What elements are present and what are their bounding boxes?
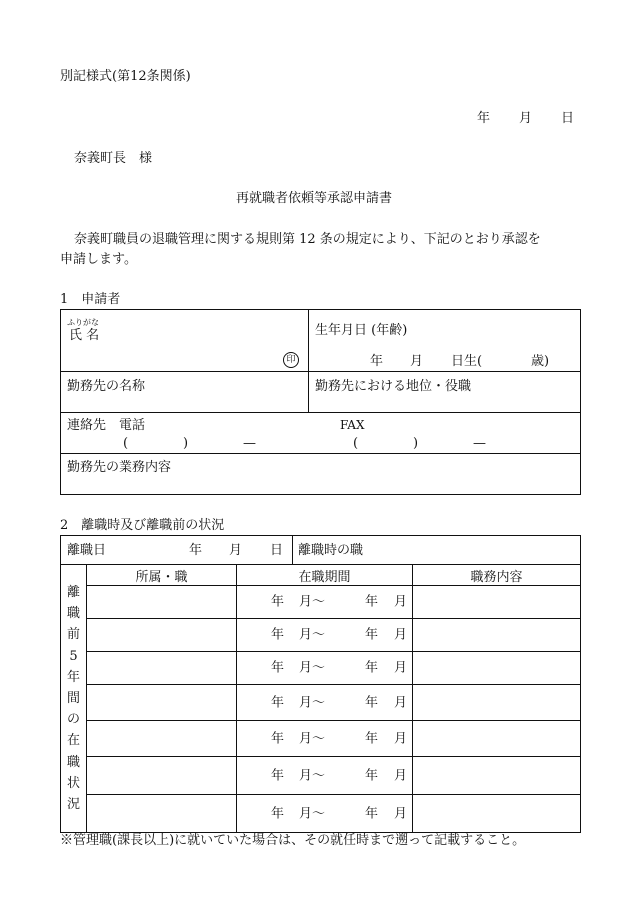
table-row	[61, 685, 581, 721]
vertical-label-char: 職	[66, 754, 80, 770]
period-start-year: 年	[271, 806, 285, 821]
period-cell[interactable]	[237, 586, 413, 619]
seal-mark: 印	[283, 352, 299, 368]
name-cell[interactable]	[61, 310, 309, 372]
contact-label: 連絡先 電話	[67, 418, 146, 433]
furigana-label: ふりがな	[67, 318, 99, 327]
vertical-label-char: 年	[66, 669, 80, 685]
employer-name-label: 勤務先の名称	[67, 379, 146, 394]
contact-cell[interactable]	[61, 413, 581, 454]
date-day: 日	[561, 111, 575, 126]
col-affiliation-header	[87, 565, 237, 586]
period-start-month: 月～	[299, 731, 326, 746]
period-start-month: 月～	[299, 806, 326, 821]
fax-open-paren: (	[353, 436, 359, 451]
duties-cell[interactable]	[413, 685, 581, 721]
date-year: 年	[477, 111, 491, 126]
affiliation-cell[interactable]	[87, 795, 237, 833]
history-table	[60, 564, 581, 833]
vertical-label-char: の	[66, 712, 80, 728]
vertical-label-char: 離	[66, 585, 80, 600]
period-start-year: 年	[271, 731, 285, 746]
period-cell[interactable]	[237, 685, 413, 721]
period-start-month: 月～	[299, 660, 326, 676]
fax-dash: —	[473, 436, 486, 451]
period-end-month: 月	[394, 627, 408, 643]
duties-cell[interactable]	[413, 757, 581, 795]
retire-date-label: 離職日	[67, 543, 107, 558]
phone-close-paren: )	[183, 436, 189, 451]
retire-post-cell[interactable]	[293, 536, 581, 565]
date-month: 月	[519, 111, 533, 126]
birth-day: 日生(	[451, 354, 483, 369]
vertical-label-char: 在	[66, 733, 80, 749]
period-start-year: 年	[271, 627, 285, 643]
period-end-year: 年	[365, 594, 379, 610]
form-reference: 別記様式(第12条関係)	[60, 69, 191, 84]
affiliation-cell[interactable]	[87, 652, 237, 685]
period-end-year: 年	[365, 695, 379, 710]
page-title: 再就職者依頼等承認申請書	[236, 191, 393, 206]
applicant-table	[60, 309, 581, 495]
period-cell[interactable]	[237, 619, 413, 652]
period-end-year: 年	[365, 731, 379, 746]
period-end-month: 月	[394, 660, 408, 676]
table-row	[61, 652, 581, 685]
birthdate-cell[interactable]	[309, 310, 581, 372]
employer-position-cell[interactable]	[309, 372, 581, 413]
period-start-month: 月～	[299, 627, 326, 643]
business-label: 勤務先の業務内容	[67, 460, 172, 475]
table-row	[61, 757, 581, 795]
retire-month: 月	[229, 543, 243, 558]
section1-heading: 1 申請者	[60, 292, 121, 307]
period-end-month: 月	[394, 594, 408, 610]
birth-month: 月	[410, 354, 424, 369]
duties-cell[interactable]	[413, 619, 581, 652]
vertical-label-char: 5	[69, 648, 78, 664]
intro-line-1: 奈義町職員の退職管理に関する規則第 12 条の規定により、下記のとおり承認を	[74, 232, 541, 247]
affiliation-cell[interactable]	[87, 685, 237, 721]
phone-dash: —	[243, 436, 256, 451]
section2-heading: 2 離職時及び離職前の状況	[60, 518, 225, 533]
duties-cell[interactable]	[413, 795, 581, 833]
vertical-label-char: 前	[66, 627, 80, 643]
name-label: 氏 名	[69, 328, 100, 343]
period-start-month: 月～	[299, 695, 326, 710]
retire-post-label: 離職時の職	[298, 543, 364, 558]
period-end-month: 月	[394, 806, 408, 821]
duties-cell[interactable]	[413, 652, 581, 685]
vertical-label-char: 職	[66, 606, 80, 622]
period-start-month: 月～	[299, 594, 326, 610]
col-duties-header	[413, 565, 581, 586]
fax-close-paren: )	[413, 436, 419, 451]
retire-day: 日	[270, 543, 284, 558]
period-cell[interactable]	[237, 652, 413, 685]
fax-label: FAX	[340, 418, 365, 432]
col-duties-label: 職務内容	[470, 569, 523, 585]
employer-position-label: 勤務先における地位・役職	[315, 379, 472, 394]
period-start-year: 年	[271, 695, 285, 710]
period-end-year: 年	[365, 660, 379, 676]
period-cell[interactable]	[237, 757, 413, 795]
affiliation-cell[interactable]	[87, 586, 237, 619]
table-row	[61, 795, 581, 833]
footnote: ※管理職(課長以上)に就いていた場合は、その就任時まで遡って記載すること。	[60, 833, 526, 848]
period-end-month: 月	[394, 768, 408, 783]
period-end-year: 年	[365, 806, 379, 821]
duties-cell[interactable]	[413, 721, 581, 757]
affiliation-cell[interactable]	[87, 721, 237, 757]
period-start-year: 年	[271, 768, 285, 783]
birth-year: 年	[370, 354, 384, 369]
birthdate-label: 生年月日 (年齢)	[315, 323, 408, 338]
addressee: 奈義町長 様	[74, 151, 153, 166]
period-end-year: 年	[365, 768, 379, 783]
table-row	[61, 586, 581, 619]
vertical-label-char: 間	[66, 690, 80, 706]
affiliation-cell[interactable]	[87, 757, 237, 795]
age-unit: 歳)	[531, 354, 550, 369]
period-start-year: 年	[271, 660, 285, 676]
retirement-table	[60, 535, 581, 565]
vertical-label-char: 況	[66, 796, 80, 812]
retire-date-cell[interactable]	[61, 536, 293, 565]
retire-year: 年	[189, 543, 203, 558]
col-period-header	[237, 565, 413, 586]
period-start-year: 年	[271, 594, 285, 610]
period-cell[interactable]	[237, 721, 413, 757]
intro-line-2: 申請します。	[60, 252, 137, 267]
col-affiliation-label: 所属・職	[135, 569, 188, 585]
col-period-label: 在職期間	[298, 569, 351, 585]
period-end-month: 月	[394, 695, 408, 710]
period-end-year: 年	[365, 627, 379, 643]
affiliation-cell[interactable]	[87, 619, 237, 652]
table-row	[61, 619, 581, 652]
phone-open-paren: (	[123, 436, 129, 451]
period-cell[interactable]	[237, 795, 413, 833]
business-cell[interactable]	[61, 454, 581, 495]
vertical-label-cell	[61, 565, 87, 833]
period-end-month: 月	[394, 731, 408, 746]
vertical-label-char: 状	[66, 775, 80, 791]
employer-name-cell[interactable]	[61, 372, 309, 413]
period-start-month: 月～	[299, 768, 326, 783]
table-row	[61, 721, 581, 757]
duties-cell[interactable]	[413, 586, 581, 619]
